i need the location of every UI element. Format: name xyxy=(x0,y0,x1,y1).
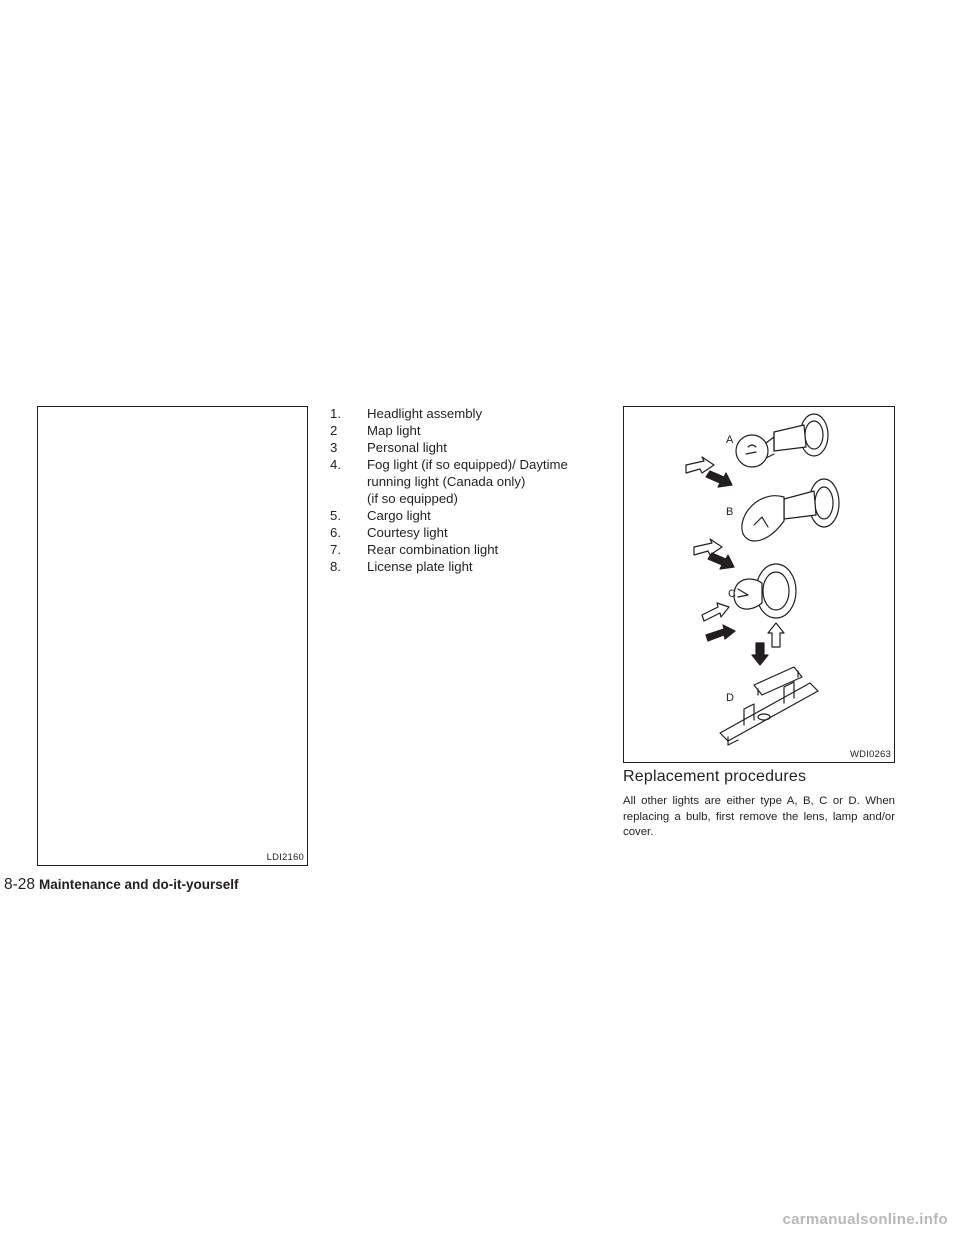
bulb-c-arrows xyxy=(702,603,735,641)
bulb-a-illustration xyxy=(736,414,828,467)
vehicle-lights-figure xyxy=(37,406,308,866)
legend-text: Personal light xyxy=(367,440,447,455)
bulb-types-illustration xyxy=(624,407,894,762)
legend-number: 6. xyxy=(330,525,341,540)
legend-text: License plate light xyxy=(367,559,473,574)
bulb-a-arrows xyxy=(686,457,732,487)
footer-section-name: Maintenance and do-it-yourself xyxy=(39,877,239,892)
lights-legend xyxy=(330,405,568,575)
legend-number: 4. xyxy=(330,457,341,472)
section-body: All other lights are either type A, B, C or D. When replacing a bulb, first remove the lens, lamp and/or cover. xyxy=(623,795,895,838)
legend-item xyxy=(330,405,568,422)
legend-item xyxy=(330,524,568,541)
legend-number: 5. xyxy=(330,508,341,523)
section-heading: Replacement procedures xyxy=(623,768,807,785)
legend-text: Headlight assembly xyxy=(367,406,483,421)
legend-text-continued: (if so equipped) xyxy=(367,491,458,506)
bulb-types-figure xyxy=(623,406,895,763)
bulb-d-arrows xyxy=(752,623,784,665)
legend-item xyxy=(330,558,568,575)
watermark: carmanualsonline.info xyxy=(782,1211,948,1228)
legend-text: Map light xyxy=(367,423,421,438)
legend-text: Cargo light xyxy=(367,508,431,523)
legend-text-continued: running light (Canada only) xyxy=(367,474,526,489)
bulb-label-c: C xyxy=(728,588,736,600)
bulb-b-arrows xyxy=(694,539,734,569)
bulb-c-illustration xyxy=(734,564,796,618)
legend-text: Rear combination light xyxy=(367,542,499,557)
figure-code: LDI2160 xyxy=(266,852,304,863)
bulb-label-b: B xyxy=(726,506,734,518)
bulb-d-illustration xyxy=(720,667,818,745)
legend-item xyxy=(330,422,568,439)
legend-item xyxy=(330,507,568,524)
legend-text: Fog light (if so equipped)/ Daytime xyxy=(367,457,568,472)
figure-code: WDI0263 xyxy=(849,749,891,760)
legend-item xyxy=(330,439,568,456)
bulb-label-d: D xyxy=(726,692,734,704)
legend-number: 7. xyxy=(330,542,341,557)
legend-number: 2 xyxy=(330,423,338,438)
bulb-label-a: A xyxy=(726,434,734,446)
legend-item xyxy=(330,541,568,558)
legend-text: Courtesy light xyxy=(367,525,448,540)
legend-number: 8. xyxy=(330,559,341,574)
legend-item xyxy=(330,456,568,507)
legend-number: 3 xyxy=(330,440,338,455)
legend-number: 1. xyxy=(330,406,341,421)
page-number: 8-28 xyxy=(4,876,36,893)
page-footer xyxy=(4,876,239,894)
bulb-b-illustration xyxy=(742,479,839,541)
